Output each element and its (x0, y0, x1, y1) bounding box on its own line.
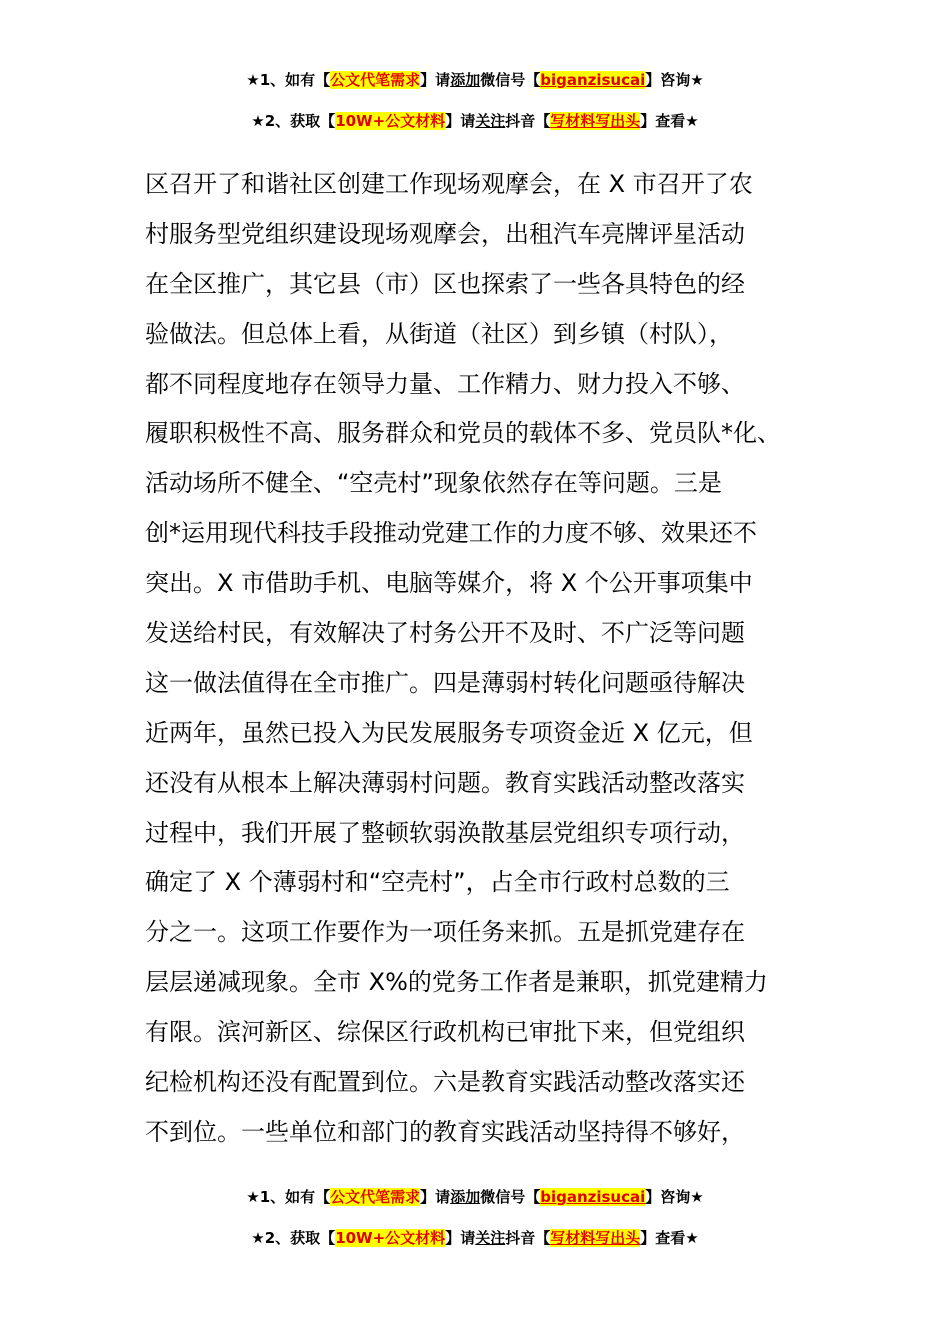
body-line: 活动场所不健全、“空壳村”现象依然存在等问题。三是 (145, 469, 722, 498)
top-ad-banner-line-1 (0, 69, 950, 91)
bottom-ad-banner-line-2 (0, 1227, 950, 1249)
douyin-account-link[interactable]: 写材料写出头 (550, 112, 641, 130)
body-line: 发送给村民，有效解决了村务公开不及时、不广泛等问题 (145, 619, 745, 648)
banner-emphasis: 添加 (450, 1188, 481, 1206)
banner-emphasis: 关注 (475, 1229, 506, 1247)
body-line: 都不同程度地存在领导力量、工作精力、财力投入不够、 (145, 369, 745, 398)
body-line: 层层递减现象。全市 X%的党务工作者是兼职，抓党建精力 (145, 968, 768, 997)
document-body (145, 160, 810, 1158)
banner-prefix: ★1、如有【 (246, 1188, 331, 1206)
body-line: 分之一。这项工作要作为一项任务来抓。五是抓党建存在 (145, 918, 745, 947)
body-line: 履职积极性不高、服务群众和党员的载体不多、党员队*化、 (145, 419, 781, 448)
banner-highlight-materials: 10W+公文材料 (335, 112, 446, 130)
body-line: 确定了 X 个薄弱村和“空壳村”，占全市行政村总数的三 (145, 868, 730, 897)
banner-text: 】请 (445, 1229, 476, 1247)
body-line: 过程中，我们开展了整顿软弱涣散基层党组织专项行动， (145, 818, 745, 847)
banner-text: 抖音【 (505, 112, 551, 130)
douyin-account-link[interactable]: 写材料写出头 (550, 1229, 641, 1247)
body-line: 不到位。一些单位和部门的教育实践活动坚持得不够好， (145, 1117, 745, 1146)
body-line: 村服务型党组织建设现场观摩会，出租汽车亮牌评星活动 (145, 219, 745, 248)
body-line: 创*运用现代科技手段推动党建工作的力度不够、效果还不 (145, 519, 757, 548)
body-line: 近两年，虽然已投入为民发展服务专项资金近 X 亿元，但 (145, 718, 753, 747)
body-line: 验做法。但总体上看，从街道（社区）到乡镇（村队）， (145, 319, 733, 348)
wechat-id-link[interactable]: biganzisucai (540, 71, 646, 89)
wechat-id-link[interactable]: biganzisucai (540, 1188, 646, 1206)
banner-highlight-materials: 10W+公文材料 (335, 1229, 446, 1247)
banner-suffix: 】咨询★ (645, 71, 704, 89)
banner-highlight-service: 公文代笔需求 (330, 1188, 421, 1206)
banner-text: 】请 (445, 112, 476, 130)
banner-text: 抖音【 (505, 1229, 551, 1247)
banner-suffix: 】咨询★ (645, 1188, 704, 1206)
bottom-ad-banner-line-1 (0, 1186, 950, 1208)
banner-prefix: ★2、获取【 (251, 1229, 336, 1247)
body-line: 突出。X 市借助手机、电脑等媒介，将 X 个公开事项集中 (145, 569, 753, 598)
banner-highlight-service: 公文代笔需求 (330, 71, 421, 89)
banner-prefix: ★2、获取【 (251, 112, 336, 130)
body-line: 区召开了和谐社区创建工作现场观摩会，在 X 市召开了农 (145, 170, 753, 198)
body-line: 还没有从根本上解决薄弱村问题。教育实践活动整改落实 (145, 768, 745, 797)
top-ad-banner-line-2 (0, 110, 950, 132)
banner-prefix: ★1、如有【 (246, 71, 331, 89)
banner-text: 微信号【 (480, 1188, 541, 1206)
body-line: 有限。滨河新区、综保区行政机构已审批下来，但党组织 (145, 1018, 745, 1047)
banner-suffix: 】查看★ (640, 112, 699, 130)
banner-text: 】请 (420, 1188, 451, 1206)
banner-suffix: 】查看★ (640, 1229, 699, 1247)
banner-emphasis: 添加 (450, 71, 481, 89)
banner-text: 微信号【 (480, 71, 541, 89)
banner-emphasis: 关注 (475, 112, 506, 130)
body-line: 这一做法值得在全市推广。四是薄弱村转化问题亟待解决 (145, 668, 745, 697)
body-line: 纪检机构还没有配置到位。六是教育实践活动整改落实还 (145, 1068, 745, 1097)
body-line: 在全区推广，其它县（市）区也探索了一些各具特色的经 (145, 269, 745, 298)
banner-text: 】请 (420, 71, 451, 89)
